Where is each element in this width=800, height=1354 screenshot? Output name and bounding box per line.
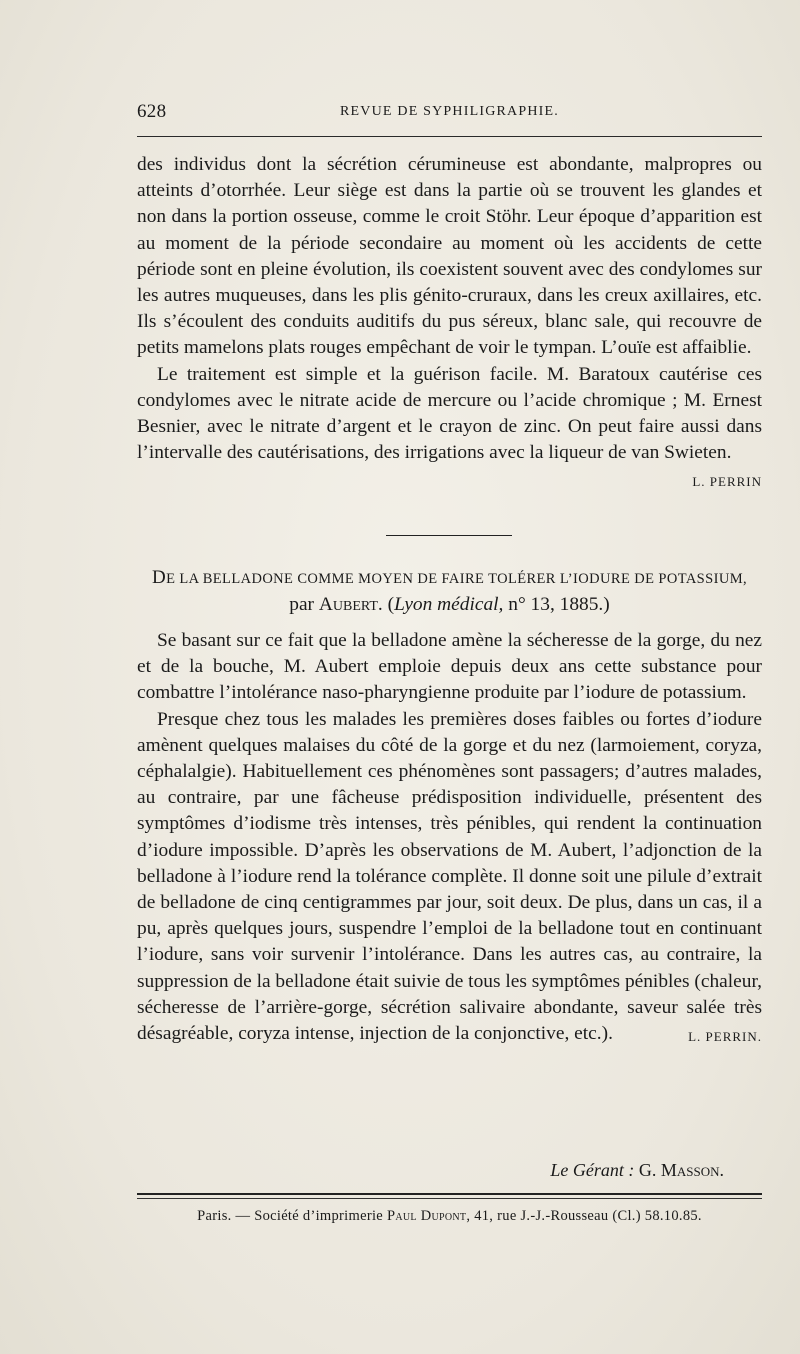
imprint-address: 41, rue J.-J.-Rousseau (Cl.) 58.10.85. xyxy=(474,1208,702,1224)
byline-source: Lyon médical, xyxy=(394,594,504,615)
gerant-label: Le Gérant : xyxy=(550,1160,635,1180)
continuation-paragraph-2 xyxy=(137,362,762,490)
article-byline xyxy=(137,592,762,618)
article-title xyxy=(137,565,762,592)
continuation-paragraph-1: des individus dont la sécrétion cérumineuse est abondante, malpropres ou atteints d’otorrhée. Leur siège est dans la partie où se trouvent les glandes et non dans la portion osseuse, comme le croit Stöhr. Leur époque d’apparition est au moment de la période secondaire au moment où les accidents de cette période sont en pleine évolution, ils coexistent souvent avec des condylomes sur les autres muqueuses, dans les plis génito-cruraux, dans les creux axillaires, etc. Ils s’écoulent des conduits auditifs du pus séreux, blanc sale, qui recouvre de petits mamelons plats rouges empêchant de voir le tympan. L’ouïe est affaiblie. xyxy=(137,154,762,359)
article-paragraph-2-text: Presque chez tous les malades les premières doses faibles ou fortes d’iodure amènent quelques malaises du côté de la gorge et du nez (larmoiement, coryza, céphalalgie). Habituellement ces phénomènes sont passagers; d’autres malades, au contraire, par une fâcheuse prédisposition individuelle, présentent des symptômes d’iodisme très intenses, très pénibles, qui rendent la continuation d’iodure impossible. D’après les observations de M. Aubert, l’adjonction de la belladone à l’iodure rend la tolérance complète. Il donne soit une pilule d’extrait de belladone de cinq centigrammes par jour, soit deux. De plus, dans un cas, il a pu, après quelques jours, suspendre l’emploi de la belladone tout en continuant l’iodure, sans voir survenir l’intolérance. Dans les autres cas, au contraire, la suppression de la belladone était suivie de tous les symptômes pénibles (chaleur, sécheresse de l’arrière-gorge, sécrétion salivaire abondante, saveur salée très désagréable, coryza intense, injection de la conjonctive, etc.). xyxy=(137,708,762,1045)
header-rule xyxy=(137,136,762,137)
byline-prefix: par xyxy=(289,594,315,615)
byline-author: Aubert. xyxy=(318,594,383,615)
imprint-city: Paris. — Société d’imprimerie xyxy=(197,1208,384,1224)
byline-details: n° 13, 1885.) xyxy=(508,594,610,615)
article-continuation xyxy=(137,152,762,496)
article-paragraph-1: Se basant sur ce fait que la belladone amène la sécheresse de la gorge, du nez et de la bouche, M. Aubert emploie depuis deux ans cette substance pour combattre l’intolérance naso-pharyngienne produite par l’iodure de potassium. xyxy=(137,630,762,704)
article-paragraph-2 xyxy=(137,707,762,1048)
continuation-paragraph-2-text: Le traitement est simple et la guérison facile. M. Baratoux cautérise ces condylomes avec le nitrate acide de mercure ou l’acide chromique ; M. Ernest Besnier, avec le nitrate d’argent et le crayon de zinc. On peut faire aussi dans l’intervalle des cautérisations, des irrigations avec la liqueur de van Swieten. xyxy=(137,363,762,464)
imprint-line xyxy=(137,1208,762,1225)
article-title-initial: D xyxy=(151,567,167,588)
article-body xyxy=(137,628,762,1050)
article-title-first-word-rest: E xyxy=(166,571,176,587)
gerant-name: G. Masson. xyxy=(638,1160,724,1180)
continuation-signature: L. PERRIN xyxy=(692,474,762,490)
section-separator xyxy=(386,535,512,536)
footer-rule-thick xyxy=(137,1193,762,1195)
article-signature: L. PERRIN. xyxy=(688,1029,762,1045)
running-title: REVUE DE SYPHILIGRAPHIE. xyxy=(340,104,559,119)
page-number: 628 xyxy=(137,101,167,122)
footer-rule-thin xyxy=(137,1198,762,1199)
gerant-line xyxy=(400,1160,724,1181)
page-header xyxy=(137,101,762,127)
imprint-printer: Paul Dupont, xyxy=(386,1208,471,1224)
byline-source-open: ( xyxy=(387,594,395,615)
article-title-rest: LA BELLADONE COMME MOYEN DE FAIRE TOLÉRER L’IODURE DE POTASSIUM, xyxy=(179,571,748,587)
